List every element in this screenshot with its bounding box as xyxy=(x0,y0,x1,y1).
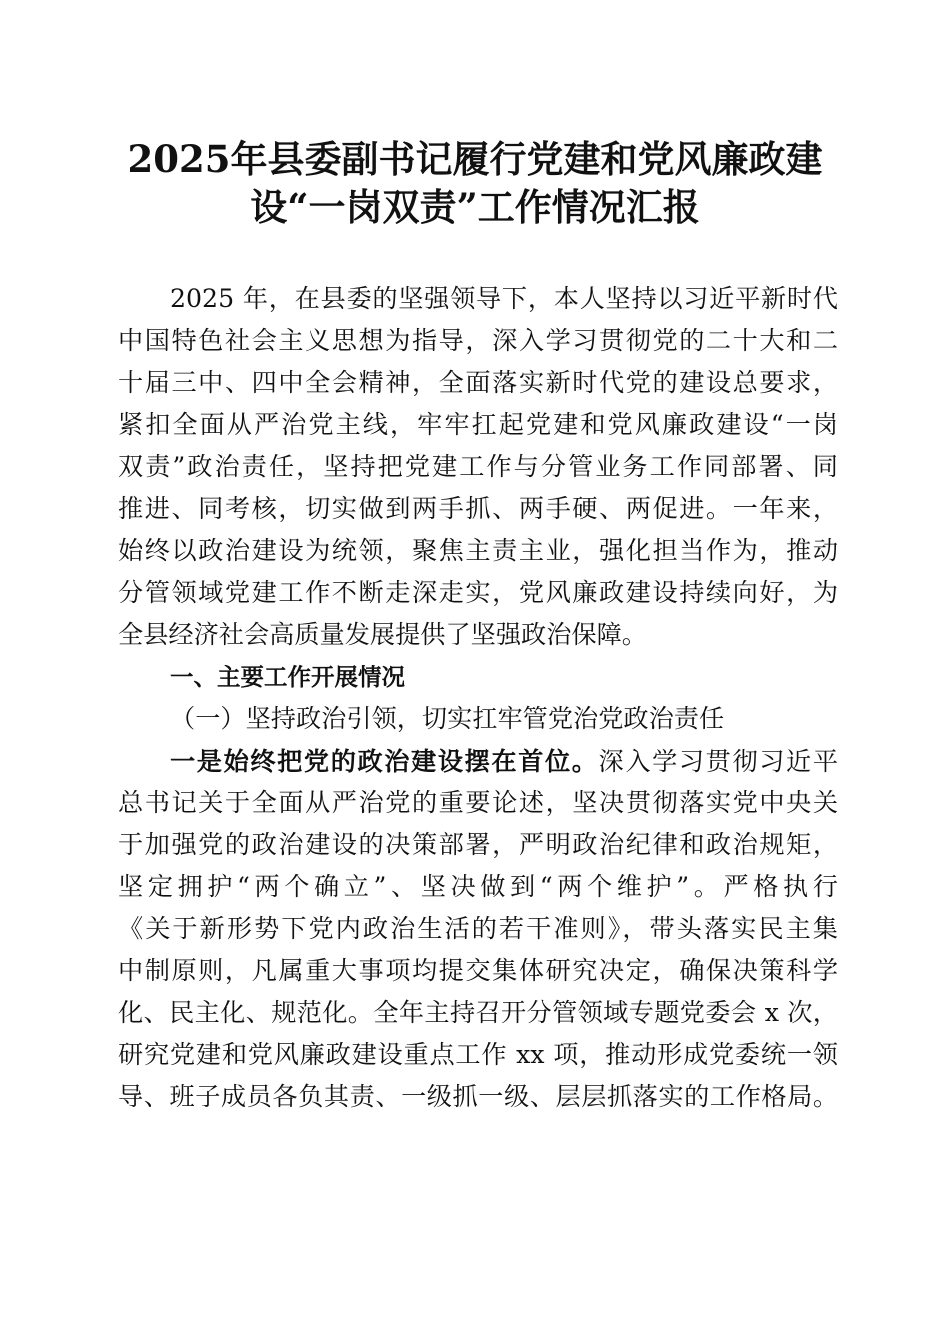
paragraph-line: 中国特色社会主义思想为指导，深入学习贯彻党的二十大和二 xyxy=(118,326,838,355)
title-line-2: 设“一岗双责”工作情况汇报 xyxy=(250,185,700,229)
paragraph-line xyxy=(118,740,838,782)
point-1-paragraph xyxy=(118,740,838,1118)
paragraph-line: 紧扣全面从严治党主线，牢牢扛起党建和党风廉政建设“一岗 xyxy=(118,410,838,439)
title-line-1: 2025年县委副书记履行党建和党风廉政建 xyxy=(127,137,823,181)
intro-paragraph xyxy=(118,278,838,656)
paragraph-line: 坚定拥护“两个确立”、坚决做到“两个维护”。严格执行 xyxy=(118,872,838,901)
section-heading-2: （一）坚持政治引领，切实扛牢管党治党政治责任 xyxy=(170,704,725,733)
paragraph-line: 研究党建和党风廉政建设重点工作 xx 项，推动形成党委统一领 xyxy=(118,1040,838,1069)
paragraph-line: 于加强党的政治建设的决策部署，严明政治纪律和政治规矩， xyxy=(118,830,838,859)
paragraph-line: 始终以政治建设为统领，聚焦主责主业，强化担当作为，推动 xyxy=(118,536,838,565)
paragraph-line: 双责”政治责任，坚持把党建工作与分管业务工作同部署、同 xyxy=(118,452,838,481)
point-1-first-line-rest: 深入学习贯彻习近平 xyxy=(598,747,838,776)
paragraph-line: 总书记关于全面从严治党的重要论述，坚决贯彻落实党中央关 xyxy=(118,788,838,817)
paragraph-line: 化、民主化、规范化。全年主持召开分管领域专题党委会 x 次， xyxy=(118,998,838,1027)
point-1-lead: 一是始终把党的政治建设摆在首位。 xyxy=(170,746,599,776)
section-heading-1: 一、主要工作开展情况 xyxy=(170,663,405,691)
paragraph-line: 中制原则，凡属重大事项均提交集体研究决定，确保决策科学 xyxy=(118,956,838,985)
paragraph-line: 分管领域党建工作不断走深走实，党风廉政建设持续向好，为 xyxy=(118,578,838,607)
paragraph-line: 十届三中、四中全会精神，全面落实新时代党的建设总要求， xyxy=(118,368,838,397)
paragraph-line: 《关于新形势下党内政治生活的若干准则》，带头落实民主集 xyxy=(118,914,838,943)
paragraph-line: 推进、同考核，切实做到两手抓、两手硬、两促进。一年来， xyxy=(118,494,838,523)
paragraph-line: 2025 年，在县委的坚强领导下，本人坚持以习近平新时代 xyxy=(170,284,838,313)
document-title xyxy=(0,135,950,231)
document-body xyxy=(118,278,838,1118)
paragraph-line: 全县经济社会高质量发展提供了坚强政治保障。 xyxy=(118,620,647,649)
paragraph-line: 导、班子成员各负其责、一级抓一级、层层抓落实的工作格局。 xyxy=(118,1082,838,1111)
